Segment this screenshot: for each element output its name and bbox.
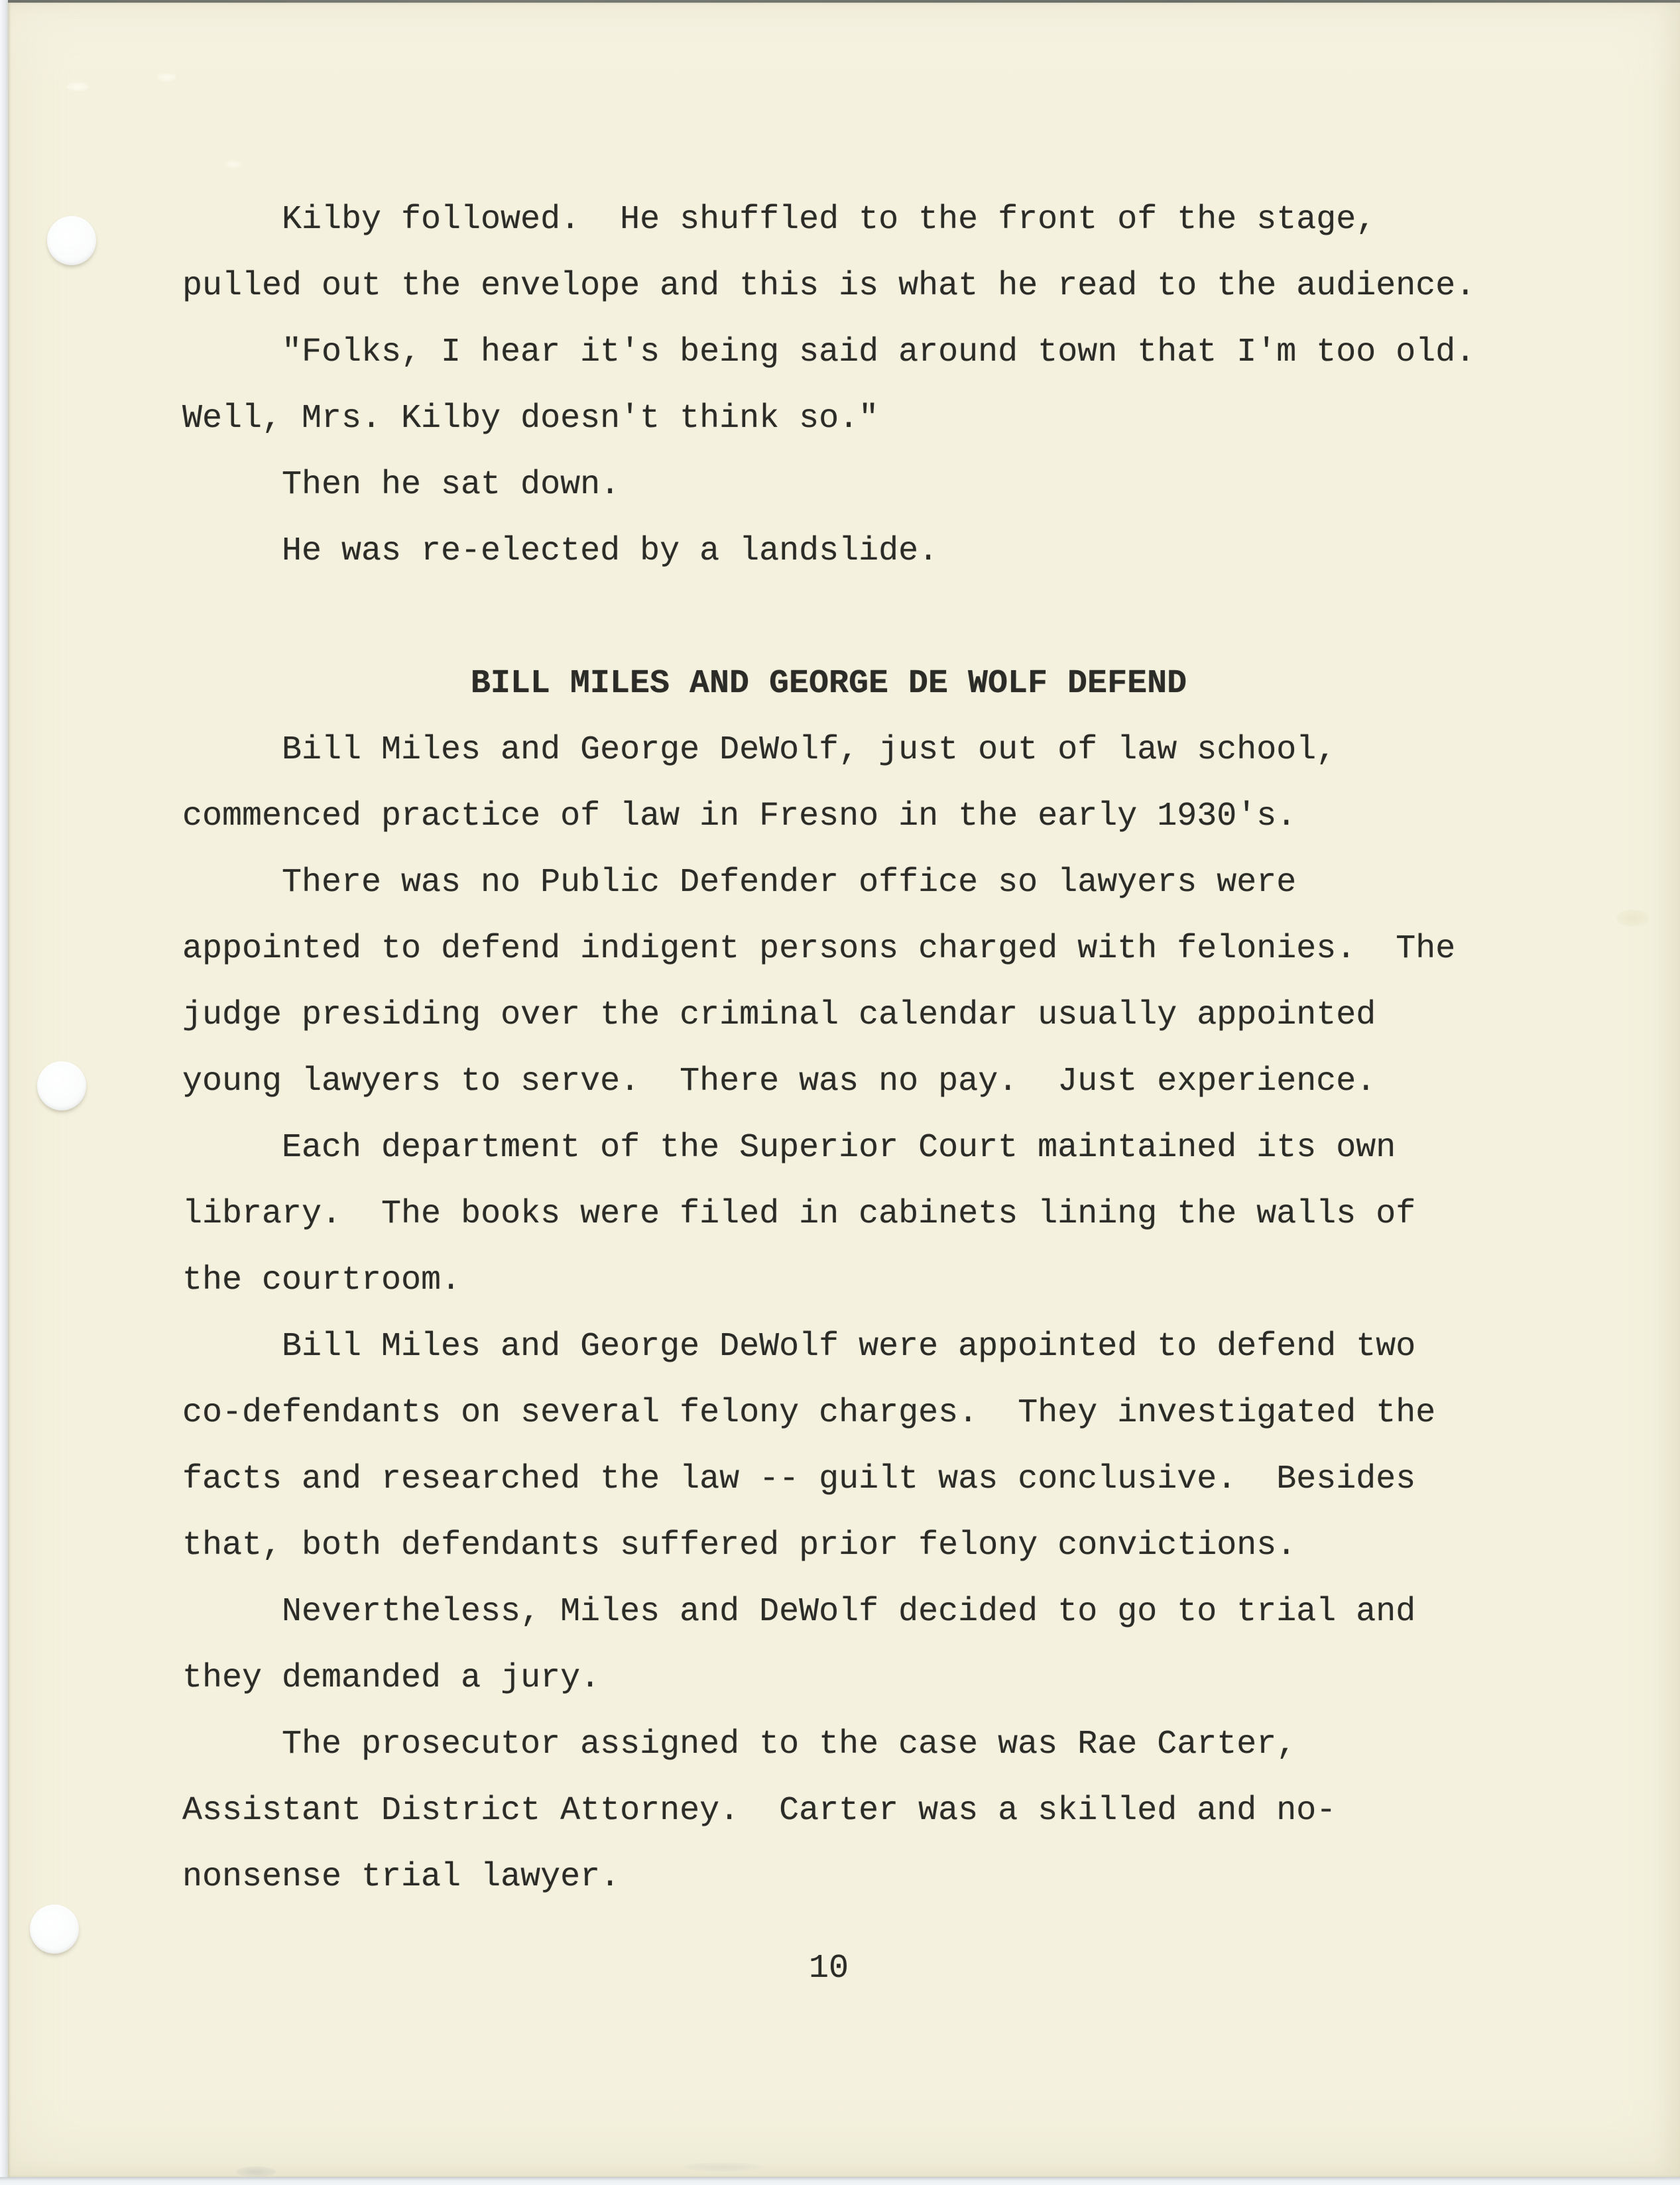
- section-heading: BILL MILES AND GEORGE DE WOLF DEFEND: [470, 665, 1187, 703]
- text-line: Bill Miles and George DeWolf, just out of law school,: [282, 731, 1337, 769]
- text-line: commenced practice of law in Fresno in the early 1930's.: [182, 797, 1297, 835]
- text-line: the courtroom.: [182, 1262, 461, 1299]
- blank-line: [182, 585, 1475, 651]
- text-line: that, both defendants suffered prior felony convictions.: [182, 1527, 1297, 1565]
- page-number: 10: [808, 1950, 849, 1987]
- punch-hole-middle: [37, 1061, 86, 1110]
- text-line: co-defendants on several felony charges. They investigated the: [182, 1394, 1436, 1432]
- text-line: Well, Mrs. Kilby doesn't think so.": [182, 400, 879, 438]
- text-line: pulled out the envelope and this is what he read to the audience.: [182, 267, 1476, 305]
- text-line: Then he sat down.: [282, 466, 621, 504]
- scan-left-margin: [0, 0, 8, 2185]
- text-line: facts and researched the law -- guilt was conclusive. Besides: [182, 1460, 1416, 1498]
- typed-text-block: [182, 187, 1475, 1911]
- text-line: He was re-elected by a landslide.: [282, 532, 939, 570]
- text-line: Assistant District Attorney. Carter was a skilled and no-: [182, 1792, 1337, 1830]
- punch-hole-top: [47, 216, 96, 265]
- scan-bottom-edge: [0, 2177, 1680, 2185]
- text-line: Nevertheless, Miles and DeWolf decided to go to trial and: [282, 1593, 1416, 1631]
- text-line: Bill Miles and George DeWolf were appointed to defend two: [282, 1328, 1416, 1366]
- text-line: Each department of the Superior Court maintained its own: [282, 1129, 1396, 1167]
- text-line: The prosecutor assigned to the case was Rae Carter,: [282, 1726, 1297, 1763]
- text-line: library. The books were filed in cabinets lining the walls of: [182, 1195, 1416, 1233]
- text-line: nonsense trial lawyer.: [182, 1858, 621, 1896]
- text-line: appointed to defend indigent persons charged with felonies. The: [182, 930, 1456, 968]
- punch-hole-bottom: [30, 1905, 79, 1954]
- text-line: judge presiding over the criminal calendar usually appointed: [182, 996, 1376, 1034]
- text-line: young lawyers to serve. There was no pay. Just experience.: [182, 1063, 1376, 1100]
- text-line: they demanded a jury.: [182, 1659, 601, 1697]
- text-line: "Folks, I hear it's being said around town that I'm too old.: [282, 333, 1476, 371]
- text-line: Kilby followed. He shuffled to the front of the stage,: [282, 201, 1376, 239]
- text-line: There was no Public Defender office so lawyers were: [282, 864, 1297, 902]
